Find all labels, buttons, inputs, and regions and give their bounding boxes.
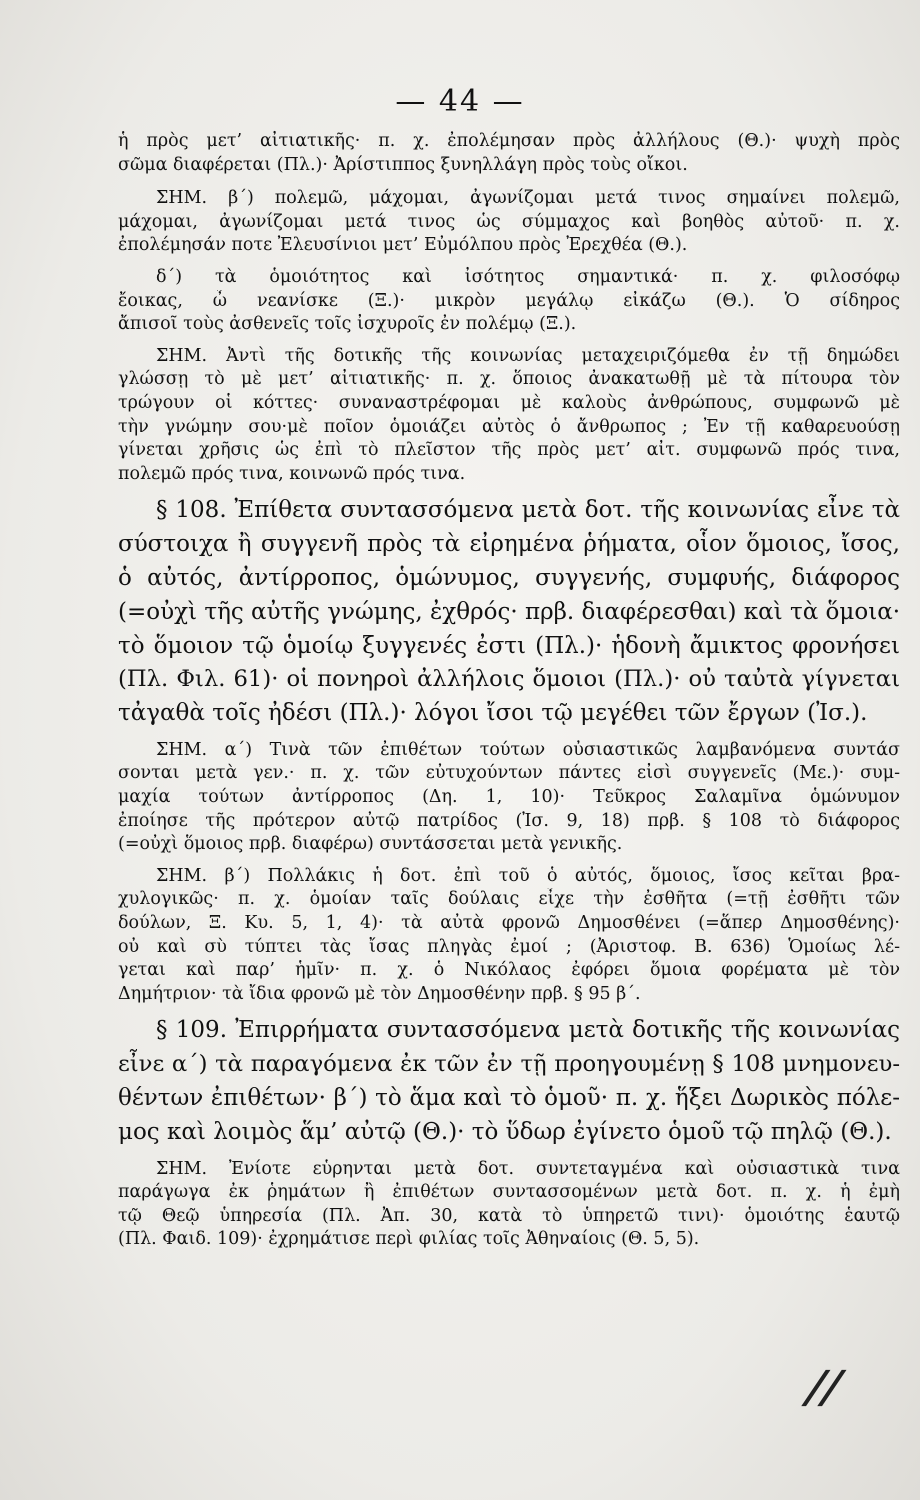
text-line: § 109. Ἐπιρρήματα συντασσόμενα μετὰ δοτικῆς τῆς κοινωνίας bbox=[156, 1017, 900, 1044]
text-line: (=οὐχὶ ὅμοιος πρβ. διαφέρω) συντάσσεται μετὰ γενικῆς. bbox=[118, 834, 623, 855]
text-line: γλώσσῃ τὸ μὲ μετ’ αἰτιατικῆς· π. χ. ὅποιος ἀνακατωθῇ μὲ τὰ πίτουρα τὸν bbox=[118, 369, 900, 390]
page-body bbox=[118, 130, 900, 1252]
text-line: ΣΗΜ. β΄) πολεμῶ, μάχομαι, ἀγωνίζομαι μετά τινος σημαίνει πολεμῶ, bbox=[156, 188, 900, 209]
text-line: μος καὶ λοιμὸς ἅμ’ αὐτῷ (Θ.)· τὸ ὕδωρ ἐγίνετο ὁμοῦ τῷ πηλῷ (Θ.). bbox=[118, 1118, 892, 1145]
text-line: γίνεται χρῆσις ὡς ἐπὶ τὸ πλεῖστον τῆς πρὸς μετ’ αἰτ. συμφωνῶ πρός τινα, bbox=[118, 440, 900, 461]
text-line: σύστοιχα ἢ συγγενῆ πρὸς τὰ εἰρημένα ῥήματα, οἷον ὅμοιος, ἴσος, bbox=[118, 531, 900, 558]
page-number: — 44 — bbox=[395, 84, 525, 119]
text-line: σῶμα διαφέρεται (Πλ.)· Ἀρίστιππος ξυνηλλάγη πρὸς τοὺς οἴκοι. bbox=[118, 154, 688, 175]
text-line: μάχομαι, ἀγωνίζομαι μετά τινος ὡς σύμμαχος καὶ βοηθὸς αὐτοῦ· π. χ. bbox=[118, 211, 900, 232]
text-line: ΣΗΜ. β΄) Πολλάκις ἡ δοτ. ἐπὶ τοῦ ὁ αὐτός, ὅμοιος, ἴσος κεῖται βρα- bbox=[156, 865, 900, 886]
text-line: τὴν γνώμην σου·μὲ ποῖον ὁμοιάζει αὐτὸς ὁ ἄνθρωπος ; Ἐν τῇ καθαρευούσῃ bbox=[118, 416, 900, 437]
text-line: γεται καὶ παρ’ ἡμῖν· π. χ. ὁ Νικόλαος ἐφόρει ὅμοια φορέματα μὲ τὸν bbox=[118, 960, 900, 981]
text-line: ἄπισοῖ τοὺς ἀσθενεῖς τοῖς ἰσχυροῖς ἐν πολέμῳ (Ξ.). bbox=[118, 314, 577, 335]
text-line: οὐ καὶ σὺ τύπτει τὰς ἴσας πληγὰς ἐμοί ; (Ἀριστοφ. Β. 636) Ὁμοίως λέ- bbox=[118, 936, 900, 957]
text-line: τῷ Θεῷ ὑπηρεσία (Πλ. Ἀπ. 30, κατὰ τὸ ὑπηρετῶ τινι)· ὁμοιότης ἑαυτῷ bbox=[118, 1205, 900, 1226]
text-line: (Πλ. Φαιδ. 109)· ἐχρημάτισε περὶ φιλίας τοῖς Ἀθηναίοις (Θ. 5, 5). bbox=[118, 1229, 700, 1250]
handwritten-mark: // bbox=[798, 1362, 850, 1413]
text-line: ἐπολέμησάν ποτε Ἐλευσίνιοι μετ’ Εὐμόλπου πρὸς Ἐρεχθέα (Θ.). bbox=[118, 235, 688, 256]
text-line: ὁ αὐτός, ἀντίρροπος, ὁμώνυμος, συγγενής, συμφυής, διάφορος bbox=[118, 564, 900, 591]
text-line: ΣΗΜ. Ἐνίοτε εὑρηνται μετὰ δοτ. συντεταγμένα καὶ οὐσιαστικὰ τινα bbox=[156, 1158, 900, 1179]
text-line: τὸ ὅμοιον τῷ ὁμοίῳ ξυγγενές ἐστι (Πλ.)· ἡδονὴ ἄμικτος φρονήσει bbox=[118, 632, 900, 659]
text-line: Δημήτριον· τὰ ἴδια φρονῶ μὲ τὸν Δημοσθένην πρβ. § 95 β΄. bbox=[118, 983, 641, 1004]
text-line: ΣΗΜ. Ἀντὶ τῆς δοτικῆς τῆς κοινωνίας μεταχειριζόμεθα ἐν τῇ δημώδει bbox=[156, 345, 900, 366]
text-line: ἐποίησε τῆς πρότερον αὐτῷ πατρίδος (Ἰσ. 9, 18) πρβ. § 108 τὸ διάφορος bbox=[118, 810, 900, 831]
text-line: ἡ πρὸς μετ’ αἰτιατικῆς· π. χ. ἐπολέμησαν πρὸς ἀλλήλους (Θ.)· ψυχὴ πρὸς bbox=[118, 131, 900, 151]
text-line: μαχία τούτων ἀντίρροπος (Δη. 1, 10)· Τεῦκρος Σαλαμῖνα ὁμώνυμον bbox=[118, 787, 900, 808]
text-line: θέντων ἐπιθέτων· β΄) τὸ ἅμα καὶ τὸ ὁμοῦ· π. χ. ἥξει Δωρικὸς πόλε- bbox=[118, 1085, 900, 1112]
text-line: τἀγαθὰ τοῖς ἠδέσι (Πλ.)· λόγοι ἴσοι τῷ μεγέθει τῶν ἔργων (Ἰσ.). bbox=[118, 700, 868, 727]
text-line: δούλων, Ξ. Κυ. 5, 1, 4)· τὰ αὐτὰ φρονῶ Δημοσθένει (=ἅπερ Δημοσθένης)· bbox=[118, 913, 900, 934]
text-line: πολεμῶ πρός τινα, κοινωνῶ πρός τινα. bbox=[118, 463, 466, 484]
text-line: παράγωγα ἐκ ῥημάτων ἢ ἐπιθέτων συντασσομένων μετὰ δοτ. π. χ. ἡ ἐμὴ bbox=[118, 1182, 900, 1203]
text-line: ἔοικας, ὦ νεανίσκε (Ξ.)· μικρὸν μεγάλῳ εἰκάζω (Θ.). Ὁ σίδηρος bbox=[118, 290, 900, 311]
text-line: (=οὐχὶ τῆς αὐτῆς γνώμης, ἐχθρός· πρβ. διαφέρεσθαι) καὶ τὰ ὅμοια· bbox=[118, 598, 900, 625]
text-line: χυλογικῶς· π. χ. ὁμοίαν ταῖς δούλαις εἶχε τὴν ἐσθῆτα (=τῇ ἐσθῆτι τῶν bbox=[118, 889, 900, 910]
text-line: σονται μετὰ γεν.· π. χ. τῶν εὐτυχούντων πάντες εἰσὶ συγγενεῖς (Με.)· συμ- bbox=[118, 763, 900, 784]
text-line: § 108. Ἐπίθετα συντασσόμενα μετὰ δοτ. τῆς κοινωνίας εἶνε τὰ bbox=[156, 497, 900, 524]
text-line: εἶνε α΄) τὰ παραγόμενα ἐκ τῶν ἐν τῇ προηγουμένῃ § 108 μνημονευ- bbox=[118, 1051, 900, 1078]
text-line: ΣΗΜ. α΄) Τινὰ τῶν ἐπιθέτων τούτων οὐσιαστικῶς λαμβανόμενα συντάσ bbox=[156, 739, 900, 760]
text-line: (Πλ. Φιλ. 61)· οἱ πονηροὶ ἀλλήλοις ὅμοιοι (Πλ.)· οὐ ταὐτὰ γίγνεται bbox=[118, 666, 900, 693]
text-line: δ΄) τὰ ὁμοιότητος καὶ ἰσότητος σημαντικά· π. χ. φιλοσόφῳ bbox=[156, 266, 900, 287]
text-line: τρώγουν οἱ κόττες· συναναστρέφομαι μὲ καλοὺς ἀνθρώπους, συμφωνῶ μὲ bbox=[118, 392, 900, 413]
